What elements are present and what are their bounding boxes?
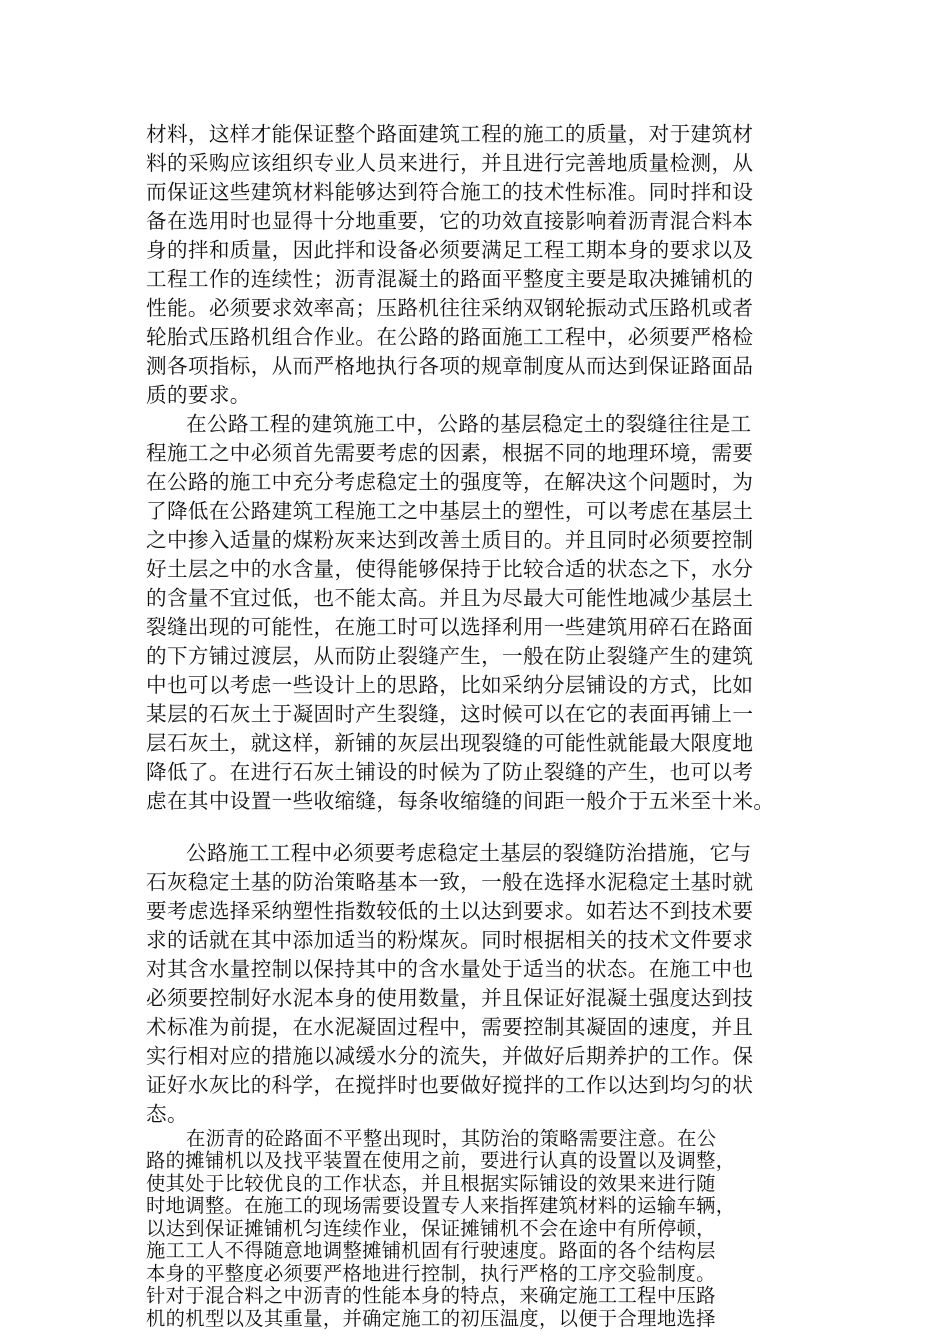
text-line: 石灰稳定土基的防治策略基本一致，一般在选择水泥稳定土基时就	[146, 870, 754, 894]
text-line: 在沥青的砼路面不平整出现时，其防治的策略需要注意。在公	[186, 1127, 717, 1150]
text-line: 降低了。在进行石灰土铺设的时候为了防止裂缝的产生，也可以考	[146, 760, 754, 784]
text-line: 求的话就在其中添加适当的粉煤灰。同时根据相关的技术文件要求	[146, 928, 754, 952]
text-line: 某层的石灰土于凝固时产生裂缝，这时候可以在它的表面再铺上一	[146, 702, 754, 726]
text-line: 程施工之中必须首先需要考虑的因素，根据不同的地理环境，需要	[146, 441, 754, 465]
text-line: 之中掺入适量的煤粉灰来达到改善土质目的。并且同时必须要控制	[146, 528, 754, 552]
text-line: 对其含水量控制以保持其中的含水量处于适当的状态。在施工中也	[146, 957, 754, 981]
text-line: 针对于混合料之中沥青的性能本身的特点，来确定施工工程中压路	[146, 1284, 716, 1308]
text-line: 材料，这样才能保证整个路面建筑工程的施工的质量，对于建筑材	[146, 122, 754, 146]
text-line: 工程工作的连续性；沥青混凝土的路面平整度主要是取决摊铺机的	[146, 267, 754, 291]
text-line: 施工工人不得随意地调整摊铺机固有行驶速度。路面的各个结构层	[146, 1239, 716, 1263]
text-line: 料的采购应该组织专业人员来进行，并且进行完善地质量检测，从	[146, 151, 754, 175]
text-line: 性能。必须要求效率高；压路机往往采纳双钢轮振动式压路机或者	[146, 296, 754, 320]
text-line: 公路施工工程中必须要考虑稳定土基层的裂缝防治措施，它与	[186, 841, 752, 865]
text-line: 质的要求。	[146, 383, 251, 407]
text-line: 在公路工程的建筑施工中，公路的基层稳定土的裂缝往往是工	[186, 412, 752, 436]
text-line: 路的摊铺机以及找平装置在使用之前，要进行认真的设置以及调整，	[146, 1149, 736, 1173]
text-line: 的下方铺过渡层，从而防止裂缝产生，一般在防止裂缝产生的建筑	[146, 644, 754, 668]
text-line: 术标准为前提，在水泥凝固过程中，需要控制其凝固的速度，并且	[146, 1015, 754, 1039]
text-line: 轮胎式压路机组合作业。在公路的路面施工工程中，必须要严格检	[146, 325, 754, 349]
text-line: 层石灰土，就这样，新铺的灰层出现裂缝的可能性就能最大限度地	[146, 731, 754, 755]
text-line: 必须要控制好水泥本身的使用数量，并且保证好混凝土强度达到技	[146, 986, 754, 1010]
text-line: 测各项指标，从而严格地执行各项的规章制度从而达到保证路面品	[146, 354, 754, 378]
text-line: 中也可以考虑一些设计上的思路，比如采纳分层铺设的方式，比如	[146, 673, 754, 697]
text-line: 了降低在公路建筑工程施工之中基层土的塑性，可以考虑在基层土	[146, 499, 754, 523]
text-line: 时地调整。在施工的现场需要设置专人来指挥建筑材料的运输车辆，	[146, 1194, 736, 1218]
text-line: 好土层之中的水含量，使得能够保持于比较合适的状态之下，水分	[146, 557, 754, 581]
text-line: 裂缝出现的可能性，在施工时可以选择利用一些建筑用碎石在路面	[146, 615, 754, 639]
text-line: 备在选用时也显得十分地重要，它的功效直接影响着沥青混合料本	[146, 209, 754, 233]
text-line: 虑在其中设置一些收缩缝，每条收缩缝的间距一般介于五米至十米。	[146, 789, 775, 813]
text-line: 的含量不宜过低，也不能太高。并且为尽最大可能性地减少基层土	[146, 586, 754, 610]
text-line: 态。	[146, 1102, 188, 1126]
text-line: 而保证这些建筑材料能够达到符合施工的技术性标准。同时拌和设	[146, 180, 754, 204]
text-line: 要考虑选择采纳塑性指数较低的土以达到要求。如若达不到技术要	[146, 899, 754, 923]
text-line: 证好水灰比的科学，在搅拌时也要做好搅拌的工作以达到均匀的状	[146, 1073, 754, 1097]
text-line: 使其处于比较优良的工作状态，并且根据实际铺设的效果来进行随	[146, 1171, 716, 1195]
text-line: 本身的平整度必须要严格地进行控制，执行严格的工序交验制度。	[146, 1261, 716, 1285]
text-line: 在公路的施工中充分考虑稳定土的强度等，在解决这个问题时，为	[146, 470, 754, 494]
text-line: 机的机型以及其重量，并确定施工的初压温度，以便于合理地选择	[146, 1306, 716, 1330]
text-line: 身的拌和质量，因此拌和设备必须要满足工程工期本身的要求以及	[146, 238, 754, 262]
text-line: 实行相对应的措施以减缓水分的流失，并做好后期养护的工作。保	[146, 1044, 754, 1068]
text-line: 以达到保证摊铺机匀连续作业，保证摊铺机不会在途中有所停顿，	[146, 1216, 716, 1240]
